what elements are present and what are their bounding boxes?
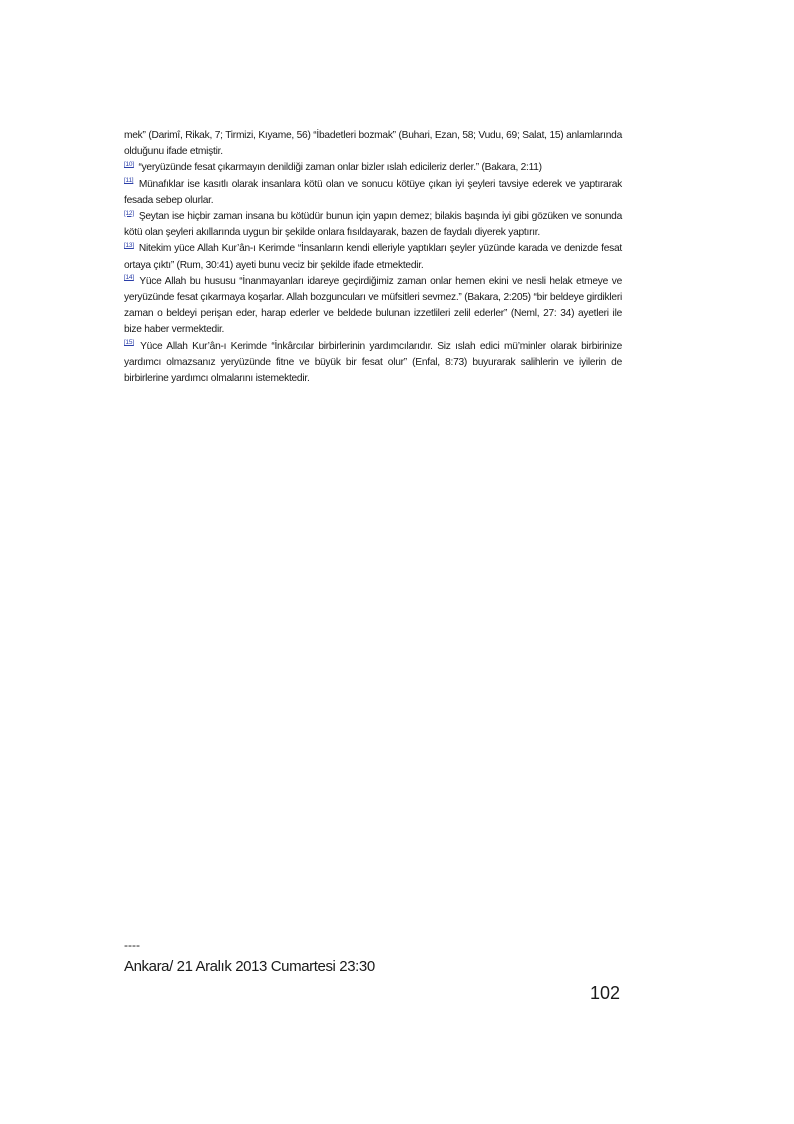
footnote-15 <box>124 339 622 388</box>
footnote-text: Yüce Allah Kur’ân-ı Kerimde “İnkârcılar birbirlerinin yardımcılarıdır. Siz ıslah edici mü’minler olarak birbirinize yardımcı olmazsanız yeryüzünde fitne ve büyük bir fesat olur” (Enfal, 8:73) buyurarak salihlerin ve iyilerin de birbirlerine yardımcı olmalarını istemektedir. <box>124 340 622 385</box>
page-number: 102 <box>590 983 621 1003</box>
footer-separator: ---- <box>124 938 140 952</box>
footnote-12 <box>124 209 622 241</box>
footnote-ref-link[interactable]: [15] <box>124 339 134 347</box>
footnote-11 <box>124 177 622 209</box>
footnotes-section <box>124 128 622 387</box>
footnote-text: Nitekim yüce Allah Kur’ân-ı Kerimde “İnsanların kendi elleriyle yaptıkları şeyler yüzünde karada ve denizde fesat ortaya çıktı” (Rum, 30:41) ayeti bunu veciz bir şekilde ifade etmektedir. <box>124 243 622 271</box>
footnote-text: Münafıklar ise kasıtlı olarak insanlara kötü olan ve sonucu kötüye çıkan iyi şeyleri tavsiye ederek ve yaptırarak fesada sebep olurlar. <box>124 178 622 206</box>
footnote-text: “yeryüzünde fesat çıkarmayın denildiği zaman onlar bizler ıslah edicileriz derler.” (Bakara, 2:11) <box>138 162 542 174</box>
footnote-ref-link[interactable]: [12] <box>124 209 134 217</box>
footnote-text: Yüce Allah bu hususu “İnanmayanları idareye geçirdiğimiz zaman onlar hemen ekini ve nesli helak etmeye ve yeryüzünde fesat çıkarmaya koşarlar. Allah bozguncuları ve müfsitleri sevmez.” (Bakara, 2:205) “bir beldeye girdikleri zaman o beldeyi perişan eder, harap ederler ve beldede bulunan izzetlileri zelil ederler” (Neml, 27: 34) ayetleri ile bize haber vermektedir. <box>124 275 622 336</box>
footnote-10 <box>124 160 622 176</box>
footnote-text: Şeytan ise hiçbir zaman insana bu kötüdür bunun için yapın demez; bilakis başında iyi gibi gözüken ve sonunda kötü olan şeyleri akıllarında uygun bir şekilde onlara fısıldayarak, bazen de faydalı diyerek yaptırır. <box>124 211 622 239</box>
footnote-ref-link[interactable]: [10] <box>124 161 134 169</box>
footnote-13 <box>124 241 622 273</box>
footnote-14 <box>124 274 622 339</box>
footnote-ref-link[interactable]: [13] <box>124 242 134 250</box>
dateline: Ankara/ 21 Aralık 2013 Cumartesi 23:30 <box>124 958 375 975</box>
footnote-ref-link[interactable]: [14] <box>124 274 134 282</box>
footnote-ref-link[interactable]: [11] <box>124 177 134 185</box>
footnote-continuation: mek” (Darimî, Rikak, 7; Tirmizi, Kıyame, 56) “İbadetleri bozmak” (Buhari, Ezan, 58; Vudu, 69; Salat, 15) anlamlarında olduğunu ifade etmiştir. <box>124 130 622 158</box>
